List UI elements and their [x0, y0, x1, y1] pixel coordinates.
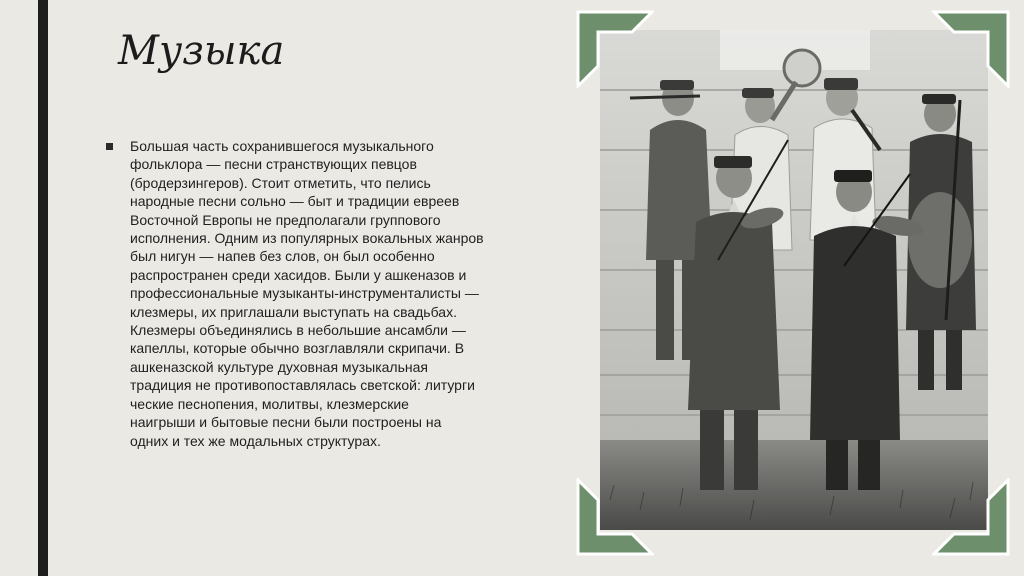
text-line: традиция не противопоставлялась светской: литурги	[130, 377, 475, 394]
accent-bar	[38, 0, 48, 576]
text-line: Большая часть сохранившегося музыкального	[130, 138, 434, 154]
text-line: Восточной Европы не предполагали группового	[130, 211, 441, 228]
text-line: профессиональные музыканты-инструменталисты —	[130, 285, 479, 302]
photo-corner-icon	[574, 8, 654, 88]
bullet-list	[106, 137, 546, 450]
text-line: был нигун — напев без слов, он был особенно	[130, 248, 435, 265]
text-line: народные песни сольно — быт и традиции евреев	[130, 193, 460, 210]
photo-corner-icon	[932, 478, 1012, 558]
text-line: одних и тех же модальных структурах.	[130, 432, 381, 449]
text-line: наигрыши и бытовые песни были построены на	[130, 414, 442, 431]
slide-title: Музыка	[118, 28, 285, 74]
photo-corner-icon	[574, 478, 654, 558]
square-bullet-icon	[106, 143, 113, 150]
bullet-text	[130, 137, 546, 450]
text-line: (бродерзингеров). Стоит отметить, что пелись	[130, 174, 431, 191]
text-line: ашкеназской культуре духовная музыкальная	[130, 358, 428, 375]
text-line: Клезмеры объединялись в небольшие ансамбли —	[130, 322, 466, 339]
text-line: фольклора — песни странствующих певцов	[130, 156, 417, 173]
text-line: капеллы, которые обычно возглавляли скрипачи. В	[130, 340, 465, 357]
photo-corner-icon	[932, 8, 1012, 88]
text-line: распространен среди хасидов. Были у ашкеназов и	[130, 266, 467, 283]
text-line: клезмеры, их приглашали выступать на свадьбах.	[130, 303, 457, 320]
klezmer-photo	[600, 30, 988, 530]
text-line: ческие песнопения, молитвы, клезмерские	[130, 395, 409, 412]
klezmer-photo-illustration	[600, 30, 988, 530]
text-line: исполнения. Одним из популярных вокальных жанров	[130, 230, 484, 247]
